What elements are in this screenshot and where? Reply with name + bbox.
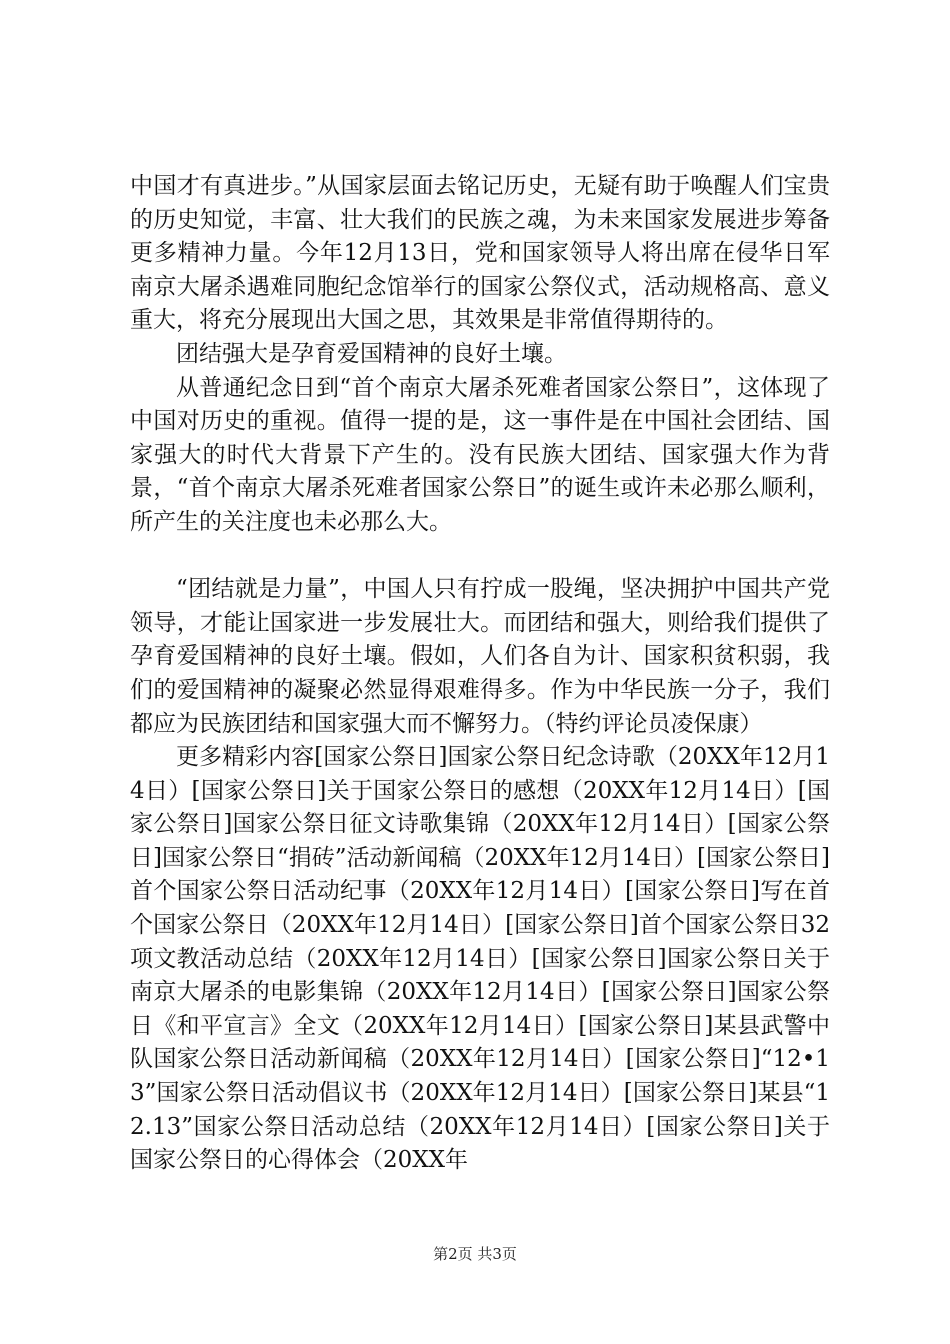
document-body bbox=[130, 170, 830, 1178]
paragraph-gap bbox=[130, 540, 830, 574]
paragraph-4: “团结就是力量”，中国人只有拧成一股绳，坚决拥护中国共产党领导，才能让国家进一步发展壮大。而团结和强大，则给我们提供了孕育爱国精神的良好土壤。假如，人们各自为计、国家积贫积弱，我们的爱国精神的凝聚必然显得艰难得多。作为中华民族一分子，我们都应为民族团结和国家强大而不懈努力。（特约评论员凌保康） bbox=[130, 576, 830, 737]
page-number-footer: 第2页 共3页 bbox=[433, 1245, 517, 1263]
paragraph-1: 中国才有真进步。”从国家层面去铭记历史，无疑有助于唤醒人们宝贵的历史知觉，丰富、壮大我们的民族之魂，为未来国家发展进步筹备更多精神力量。今年12月13日，党和国家领导人将出席在侵华日军南京大屠杀遇难同胞纪念馆举行的国家公祭仪式，活动规格高、意义重大，将充分展现出大国之思，其效果是非常值得期待的。 bbox=[130, 173, 830, 334]
paragraph-3: 从普通纪念日到“首个南京大屠杀死难者国家公祭日”，这体现了中国对历史的重视。值得一提的是，这一事件是在中国社会团结、国家强大的时代大背景下产生的。没有民族大团结、国家强大作为背景，“首个南京大屠杀死难者国家公祭日”的诞生或许未必那么顺利，所产生的关注度也未必那么大。 bbox=[130, 374, 830, 535]
paragraph-5: 更多精彩内容[国家公祭日]国家公祭日纪念诗歌（20XX年12月14日）[国家公祭日]关于国家公祭日的感想（20XX年12月14日）[国家公祭日]国家公祭日征文诗歌集锦（20XX年12月14日）[国家公祭日]国家公祭日“捐砖”活动新闻稿（20XX年12月14日）[国家公祭日]首个国家公祭日活动纪事（20XX年12月14日）[国家公祭日]写在首个国家公祭日（20XX年12月14日）[国家公祭日]首个国家公祭日32项文教活动总结（20XX年12月14日）[国家公祭日]国家公祭日关于南京大屠杀的电影集锦（20XX年12月14日）[国家公祭日]国家公祭日《和平宣言》全文（20XX年12月14日）[国家公祭日]某县武警中队国家公祭日活动新闻稿（20XX年12月14日）[国家公祭日]“12•13”国家公祭日活动倡议书（20XX年12月14日）[国家公祭日]某县“12.13”国家公祭日活动总结（20XX年12月14日）[国家公祭日]关于国家公祭日的心得体会（20XX年 bbox=[130, 744, 830, 1174]
paragraph-2: 团结强大是孕育爱国精神的良好土壤。 bbox=[176, 340, 567, 367]
